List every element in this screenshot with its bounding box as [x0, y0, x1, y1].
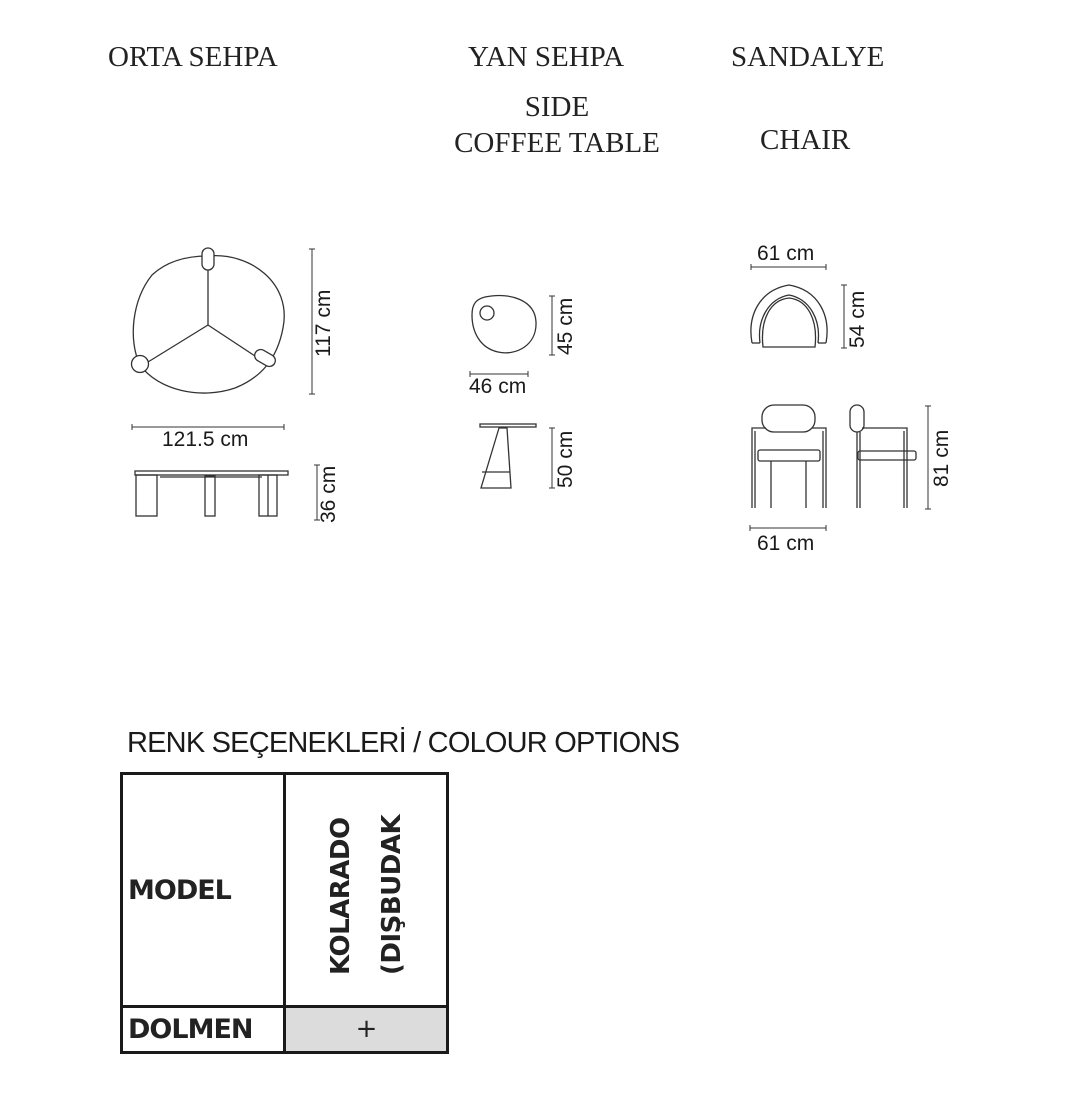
chair-label: CHAIR: [760, 124, 851, 156]
chair-front-width-label: 61 cm: [757, 532, 815, 555]
chair-heading: SANDALYE: [731, 41, 885, 73]
coffee-table-dimension-lines: [132, 249, 320, 520]
table-row-model-cell: [123, 1008, 283, 1051]
side-coffee-table-label-line2: COFFEE TABLE: [454, 127, 660, 159]
chair-depth-label: 54 cm: [846, 290, 869, 348]
coffee-table-height-label: 36 cm: [317, 465, 340, 523]
colour-options-title: RENK SEÇENEKLERİ / COLOUR OPTIONS: [127, 727, 680, 759]
chair-front-view: [752, 405, 826, 508]
side-table-heading: YAN SEHPA: [468, 41, 625, 73]
coffee-table-width-label: 121.5 cm: [162, 428, 249, 451]
colour-header-cell: [286, 775, 446, 1005]
table-row-model: DOLMEN: [128, 1014, 253, 1045]
side-coffee-table-label-line1: SIDE: [524, 91, 590, 123]
side-table-depth-label: 45 cm: [554, 297, 577, 355]
side-table-front-view: [480, 424, 536, 488]
coffee-table-heading: ORTA SEHPA: [108, 41, 278, 73]
table-row-value: +: [355, 1014, 377, 1044]
model-header-cell: [123, 775, 283, 1005]
chair-top-width-label: 61 cm: [757, 242, 815, 265]
chair-height-label: 81 cm: [930, 429, 953, 487]
chair-top-view: [751, 285, 827, 347]
side-table-top-view: [472, 296, 536, 353]
colour-header-line2: (DIŞBUDAK: [377, 814, 407, 975]
coffee-table-front-view: [135, 471, 288, 516]
model-header: MODEL: [128, 875, 231, 906]
colour-options-table: [120, 772, 449, 1054]
colour-header-line1: KOLARADO: [326, 817, 356, 975]
side-table-height-label: 50 cm: [554, 430, 577, 488]
table-row-value-cell: [286, 1008, 446, 1051]
chair-side-view: [850, 405, 916, 508]
coffee-table-depth-label: 117 cm: [312, 289, 335, 357]
coffee-table-top-view: [132, 248, 285, 393]
side-table-width-label: 46 cm: [469, 375, 527, 398]
